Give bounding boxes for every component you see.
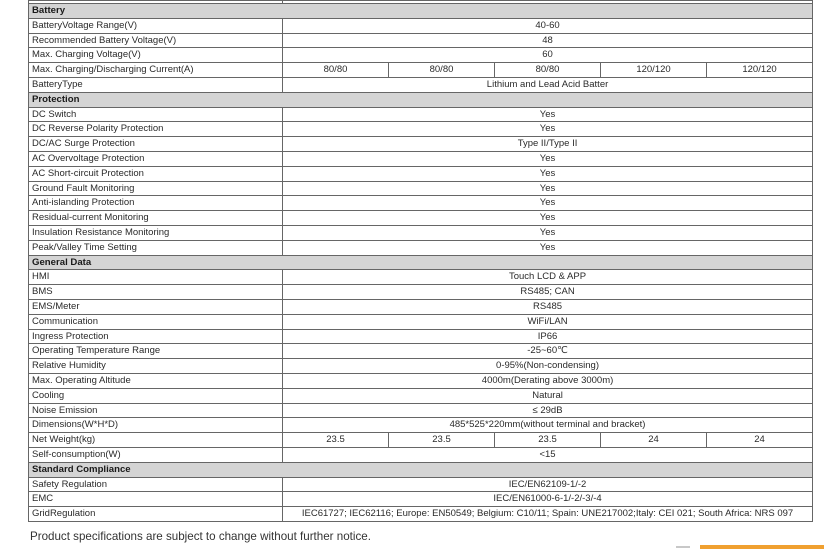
row-value: Yes [283,122,813,137]
table-row [29,63,813,78]
row-value: 80/80 [283,63,389,78]
table-row [29,447,813,462]
table-row [29,477,813,492]
accent-bar [700,545,824,549]
row-value: IEC61727; IEC62116; Europe: EN50549; Belgium: C10/11; Spain: UNE217002;Italy: CEI 021; South Africa: NRS 097 [283,507,813,522]
row-label: AC Short-circuit Protection [29,166,283,181]
section-title: General Data [29,255,813,270]
section-title: Battery [29,4,813,19]
row-label: Relative Humidity [29,359,283,374]
row-value: 24 [601,433,707,448]
table-row [29,166,813,181]
row-label: Insulation Resistance Monitoring [29,225,283,240]
table-row [29,270,813,285]
table-row [29,359,813,374]
table-row [29,107,813,122]
row-value: 48 [283,33,813,48]
row-value: Yes [283,196,813,211]
table-row [29,314,813,329]
row-value: 23.5 [389,433,495,448]
row-value: Touch LCD & APP [283,270,813,285]
table-row [29,285,813,300]
row-value: 24 [707,433,813,448]
table-row [29,18,813,33]
table-row [29,507,813,522]
row-label: Operating Temperature Range [29,344,283,359]
table-row [29,344,813,359]
row-value: Yes [283,151,813,166]
row-label: Cooling [29,388,283,403]
row-label: DC Reverse Polarity Protection [29,122,283,137]
row-value: 23.5 [283,433,389,448]
section-header-standard-compliance [29,462,813,477]
row-value: 0-95%(Non-condensing) [283,359,813,374]
row-label: HMI [29,270,283,285]
row-value: <15 [283,447,813,462]
spec-table-body [29,1,813,522]
table-row [29,240,813,255]
row-label: EMC [29,492,283,507]
row-value: 80/80 [389,63,495,78]
row-value: 4000m(Derating above 3000m) [283,373,813,388]
decorative-dash [676,546,690,548]
table-row [29,329,813,344]
row-label: Self-consumption(W) [29,447,283,462]
row-label: Dimensions(W*H*D) [29,418,283,433]
row-label: GridRegulation [29,507,283,522]
row-label: AC Overvoltage Protection [29,151,283,166]
table-row [29,299,813,314]
row-value: RS485; CAN [283,285,813,300]
table-row [29,137,813,152]
row-value: 120/120 [707,63,813,78]
table-row [29,122,813,137]
row-label: Ground Fault Monitoring [29,181,283,196]
row-label: EMS/Meter [29,299,283,314]
spec-table [28,0,813,522]
row-label: Max. Charging/Discharging Current(A) [29,63,283,78]
row-label: Residual-current Monitoring [29,211,283,226]
footnote: Product specifications are subject to change without further notice. [30,530,371,543]
row-value: Yes [283,225,813,240]
row-label: Ingress Protection [29,329,283,344]
row-label: Net Weight(kg) [29,433,283,448]
section-title: Protection [29,92,813,107]
row-value: 60 [283,48,813,63]
table-row [29,77,813,92]
section-header-protection [29,92,813,107]
row-label: BatteryVoltage Range(V) [29,18,283,33]
table-row [29,196,813,211]
row-value: IEC/EN61000-6-1/-2/-3/-4 [283,492,813,507]
row-value: Lithium and Lead Acid Batter [283,77,813,92]
row-label: Anti-islanding Protection [29,196,283,211]
row-label: BMS [29,285,283,300]
row-label: DC Switch [29,107,283,122]
row-value: IEC/EN62109-1/-2 [283,477,813,492]
table-row [29,433,813,448]
row-value: 80/80 [495,63,601,78]
row-label: Communication [29,314,283,329]
row-value: 40-60 [283,18,813,33]
row-value: 485*525*220mm(without terminal and bracket) [283,418,813,433]
row-label: Max. Operating Altitude [29,373,283,388]
row-value: Yes [283,107,813,122]
row-value: Yes [283,166,813,181]
row-value: 23.5 [495,433,601,448]
section-header-general-data [29,255,813,270]
table-row [29,211,813,226]
row-label: Recommended Battery Voltage(V) [29,33,283,48]
section-title: Standard Compliance [29,462,813,477]
table-row [29,48,813,63]
row-value: Natural [283,388,813,403]
table-row [29,403,813,418]
row-label: Noise Emission [29,403,283,418]
row-value: Yes [283,211,813,226]
table-row [29,388,813,403]
row-value: WiFi/LAN [283,314,813,329]
row-value: Yes [283,240,813,255]
table-row [29,373,813,388]
table-row [29,492,813,507]
row-value: ≤ 29dB [283,403,813,418]
row-value: RS485 [283,299,813,314]
row-value: IP66 [283,329,813,344]
section-header-battery [29,4,813,19]
row-value: Type II/Type II [283,137,813,152]
table-row [29,225,813,240]
row-value: 120/120 [601,63,707,78]
table-row [29,181,813,196]
row-label: Max. Charging Voltage(V) [29,48,283,63]
table-row [29,151,813,166]
table-row [29,418,813,433]
row-value: Yes [283,181,813,196]
row-label: BatteryType [29,77,283,92]
row-label: DC/AC Surge Protection [29,137,283,152]
row-value: -25~60℃ [283,344,813,359]
row-label: Safety Regulation [29,477,283,492]
table-row [29,33,813,48]
row-label: Peak/Valley Time Setting [29,240,283,255]
